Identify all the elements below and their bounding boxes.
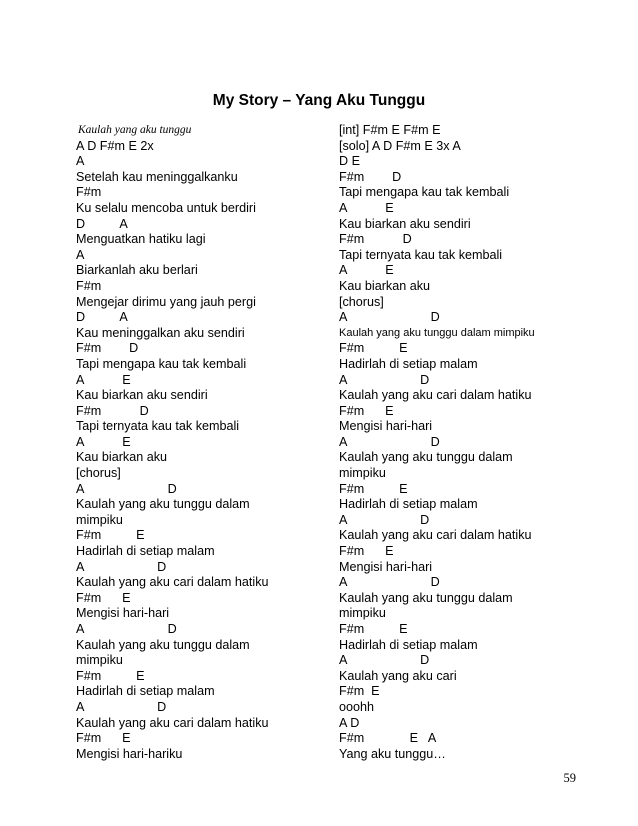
lyric-line: Kaulah yang aku tunggu [78,124,192,136]
lyric-line: ooohh [339,699,375,714]
lyric-line: Kaulah yang aku cari dalam hatiku [76,715,269,730]
lyric-line: mimpiku [339,466,386,481]
lyric-line: F#m E [339,403,394,418]
lyric-line: Kaulah yang aku tunggu dalam [76,637,250,652]
lyric-line: F#m E [76,528,145,543]
right-column [339,123,619,762]
lyric-line: Hadirlah di setiap malam [339,356,478,371]
lyric-line: F#m [76,185,102,200]
lyric-line: A D [339,372,430,387]
lyric-line: D A [76,216,128,231]
lyric-line: Tapi ternyata kau tak kembali [76,419,240,434]
lyric-line: Ku selalu mencoba untuk berdiri [76,200,256,215]
lyric-line: F#m D [339,169,402,184]
lyric-line: Hadirlah di setiap malam [339,497,478,512]
lyric-line: Mengejar dirimu yang jauh pergi [76,294,256,309]
lyric-line: A D [339,512,430,527]
lyric-line: A [76,154,85,169]
lyric-line: Kaulah yang aku tunggu dalam [76,497,250,512]
lyric-line: A D F#m E 2x [76,138,154,153]
lyric-line: F#m E [76,731,131,746]
lyric-line: A D [339,575,440,590]
lyric-line: [int] F#m E F#m E [339,123,441,137]
lyric-line: Biarkanlah aku berlari [76,263,198,278]
lyric-line: A D [76,622,177,636]
lyric-line: Tapi mengapa kau tak kembali [339,185,510,200]
lyric-line: Kau biarkan aku [76,450,168,465]
lyric-line: Tapi mengapa kau tak kembali [76,356,247,371]
lyric-line: mimpiku [76,512,123,527]
lyric-line: Hadirlah di setiap malam [76,684,215,699]
lyric-line: [solo] A D F#m E 3x A [339,138,461,153]
lyric-line: mimpiku [76,653,123,668]
song-title: My Story – Yang Aku Tunggu [212,92,426,109]
lyric-line: Kaulah yang aku tunggu dalam [339,590,513,605]
lyric-line: [chorus] [339,294,384,309]
lyric-line: F#m D [76,341,139,356]
lyric-line: mimpiku [339,606,386,621]
lyric-line: F#m E [76,590,131,605]
lyric-line: Hadirlah di setiap malam [339,637,478,652]
lyric-line: Hadirlah di setiap malam [76,544,215,559]
lyric-line: A D [76,481,177,496]
left-column [76,123,316,762]
page-number: 59 [563,771,576,785]
lyric-line: Tapi ternyata kau tak kembali [339,247,503,262]
lyric-line: Kaulah yang aku tunggu dalam [339,450,513,465]
lyric-line: A E [339,263,394,278]
lyric-line: F#m E [339,622,408,636]
lyric-line: Kaulah yang aku cari dalam hatiku [76,575,269,590]
lyric-line: F#m E [339,544,394,559]
lyric-line: A D [76,559,167,574]
lyric-line: Kau meninggalkan aku sendiri [76,325,245,340]
lyric-line: Mengisi hari-hariku [76,746,183,761]
lyric-line: Menguatkan hatiku lagi [76,232,206,247]
lyric-line: F#m D [339,232,412,247]
lyric-line: A [76,247,85,262]
lyric-line: Kau biarkan aku [339,278,431,293]
lyric-line: F#m D [76,403,149,418]
lyric-line: A E [76,372,131,387]
lyric-line: Kaulah yang aku cari dalam hatiku [339,528,532,543]
lyric-line: D E [339,154,360,169]
lyric-line: A E [339,200,394,215]
lyric-line: Kaulah yang aku cari [339,668,457,683]
lyric-line: Mengisi hari-hari [76,606,170,621]
lyric-line: D A [76,310,128,325]
lyric-line: A E [76,434,131,449]
lyric-line: F#m E [339,684,380,699]
lyric-line: Kau biarkan aku sendiri [339,216,471,231]
lyric-line: Setelah kau meninggalkanku [76,169,238,184]
lyric-line: A D [339,653,430,668]
lyric-line: A D [339,434,440,449]
lyric-line: F#m E [76,668,145,683]
lyric-line: F#m E [339,481,408,496]
lyric-line: Yang aku tunggu… [339,746,446,761]
lyric-line: A D [339,715,360,730]
lyric-line: A D [76,699,167,714]
lyric-line: Mengisi hari-hari [339,419,433,434]
lyric-line: [chorus] [76,466,121,481]
lyric-line: Kaulah yang aku tunggu dalam mimpiku [339,326,535,339]
lyric-line: F#m E A [339,731,437,746]
lyric-line: A D [339,310,440,325]
lyric-line: F#m E [339,341,408,356]
lyric-line: Kau biarkan aku sendiri [76,388,208,403]
lyric-line: F#m [76,278,102,293]
lyric-line: Mengisi hari-hari [339,559,433,574]
lyric-line: Kaulah yang aku cari dalam hatiku [339,388,532,403]
